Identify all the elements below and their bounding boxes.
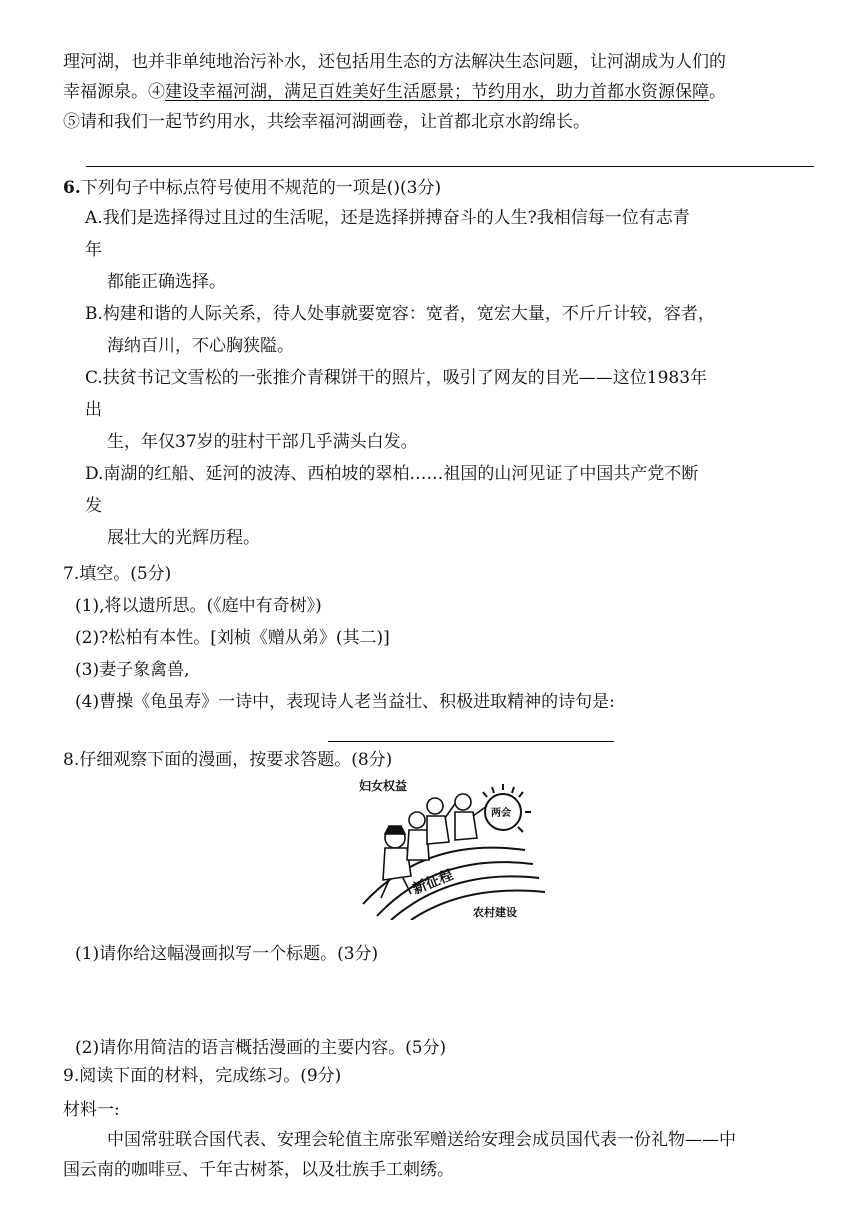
q7-item-2: (2)?松柏有本性。[刘桢《赠从弟》(其二)]: [75, 628, 390, 648]
q7-item-1: (1),将以遗所思。(《庭中有奇树》): [75, 596, 322, 616]
q6-stem-text: 下列句子中标点符号使用不规范的一项是()(3分): [80, 178, 442, 198]
q6-option-d-line2: 发: [85, 496, 102, 516]
q7-item-4: (4)曹操《龟虽寿》一诗中，表现诗人老当益壮、积极进取精神的诗句是:: [75, 692, 615, 712]
passage-line-3: ⑤请和我们一起节约用水，共绘幸福河湖画卷，让首都北京水韵绵长。: [63, 112, 590, 132]
q8-part-1: (1)请你给这幅漫画拟写一个标题。(3分): [75, 944, 379, 964]
passage-line-2: [63, 80, 726, 104]
q6-option-c-line2: 出: [85, 400, 102, 420]
q7-stem: 7.填空。(5分): [63, 564, 172, 584]
material-line-2: 国云南的咖啡豆、千年古树茶，以及壮族手工刺绣。: [63, 1160, 454, 1180]
answer-blank-line: [328, 741, 614, 742]
q6-option-b-line2: 海纳百川，不心胸狭隘。: [107, 336, 294, 356]
underlined-sentence: 建设幸福河湖，满足百姓美好生活愿景；节约用水，助力首都水资源保障: [165, 82, 709, 102]
q9-stem: 9.阅读下面的材料，完成练习。(9分): [63, 1066, 342, 1086]
q6-number: 6.: [63, 178, 81, 198]
material-label: 材料一:: [63, 1100, 120, 1120]
passage-line-2-end: 。: [709, 82, 726, 102]
q6-option-b-line1: B.构建和谐的人际关系，待人处事就要宽容：宽者，宽宏大量，不斤斤计较，容者，: [85, 304, 715, 324]
cartoon-image: [355, 776, 547, 920]
q6-option-d-line1: D.南湖的红船、延河的波涛、西柏坡的翠柏……祖国的山河见证了中国共产党不断: [85, 464, 699, 484]
cartoon-label-new-journey: 新征程: [410, 867, 456, 898]
q7-item-3: (3)妻子象禽兽,: [75, 660, 190, 680]
cartoon-label-two-sessions: 两会: [491, 808, 511, 819]
q6-option-a-line2: 年: [85, 240, 102, 260]
q6-option-a-line1: A.我们是选择得过且过的生活呢，还是选择拼搏奋斗的人生?我相信每一位有志青: [85, 208, 690, 228]
passage-line-2-start: 幸福源泉。④: [63, 82, 165, 102]
q8-stem: 8.仔细观察下面的漫画，按要求答题。(8分): [63, 750, 393, 770]
separator-rule: [86, 166, 814, 167]
material-line-1: 中国常驻联合国代表、安理会轮值主席张军赠送给安理会成员国代表一份礼物——中: [107, 1130, 736, 1150]
q6-option-c-line1: C.扶贫书记文雪松的一张推介青稞饼干的照片，吸引了网友的目光——这位1983年: [85, 368, 708, 388]
q6-stem: [63, 176, 441, 200]
cartoon-label-rural-construction: 农村建设: [473, 906, 517, 919]
cartoon-label-women-rights: 妇女权益: [359, 779, 408, 793]
q6-option-a-line3: 都能正确选择。: [107, 272, 226, 292]
q8-part-2: (2)请你用简洁的语言概括漫画的主要内容。(5分): [75, 1038, 447, 1058]
q6-option-d-line3: 展壮大的光辉历程。: [107, 528, 260, 548]
q6-option-c-line3: 生，年仅37岁的驻村干部几乎满头白发。: [107, 432, 418, 452]
passage-line-1: 理河湖，也并非单纯地治污补水，还包括用生态的方法解决生态问题，让河湖成为人们的: [63, 52, 726, 72]
